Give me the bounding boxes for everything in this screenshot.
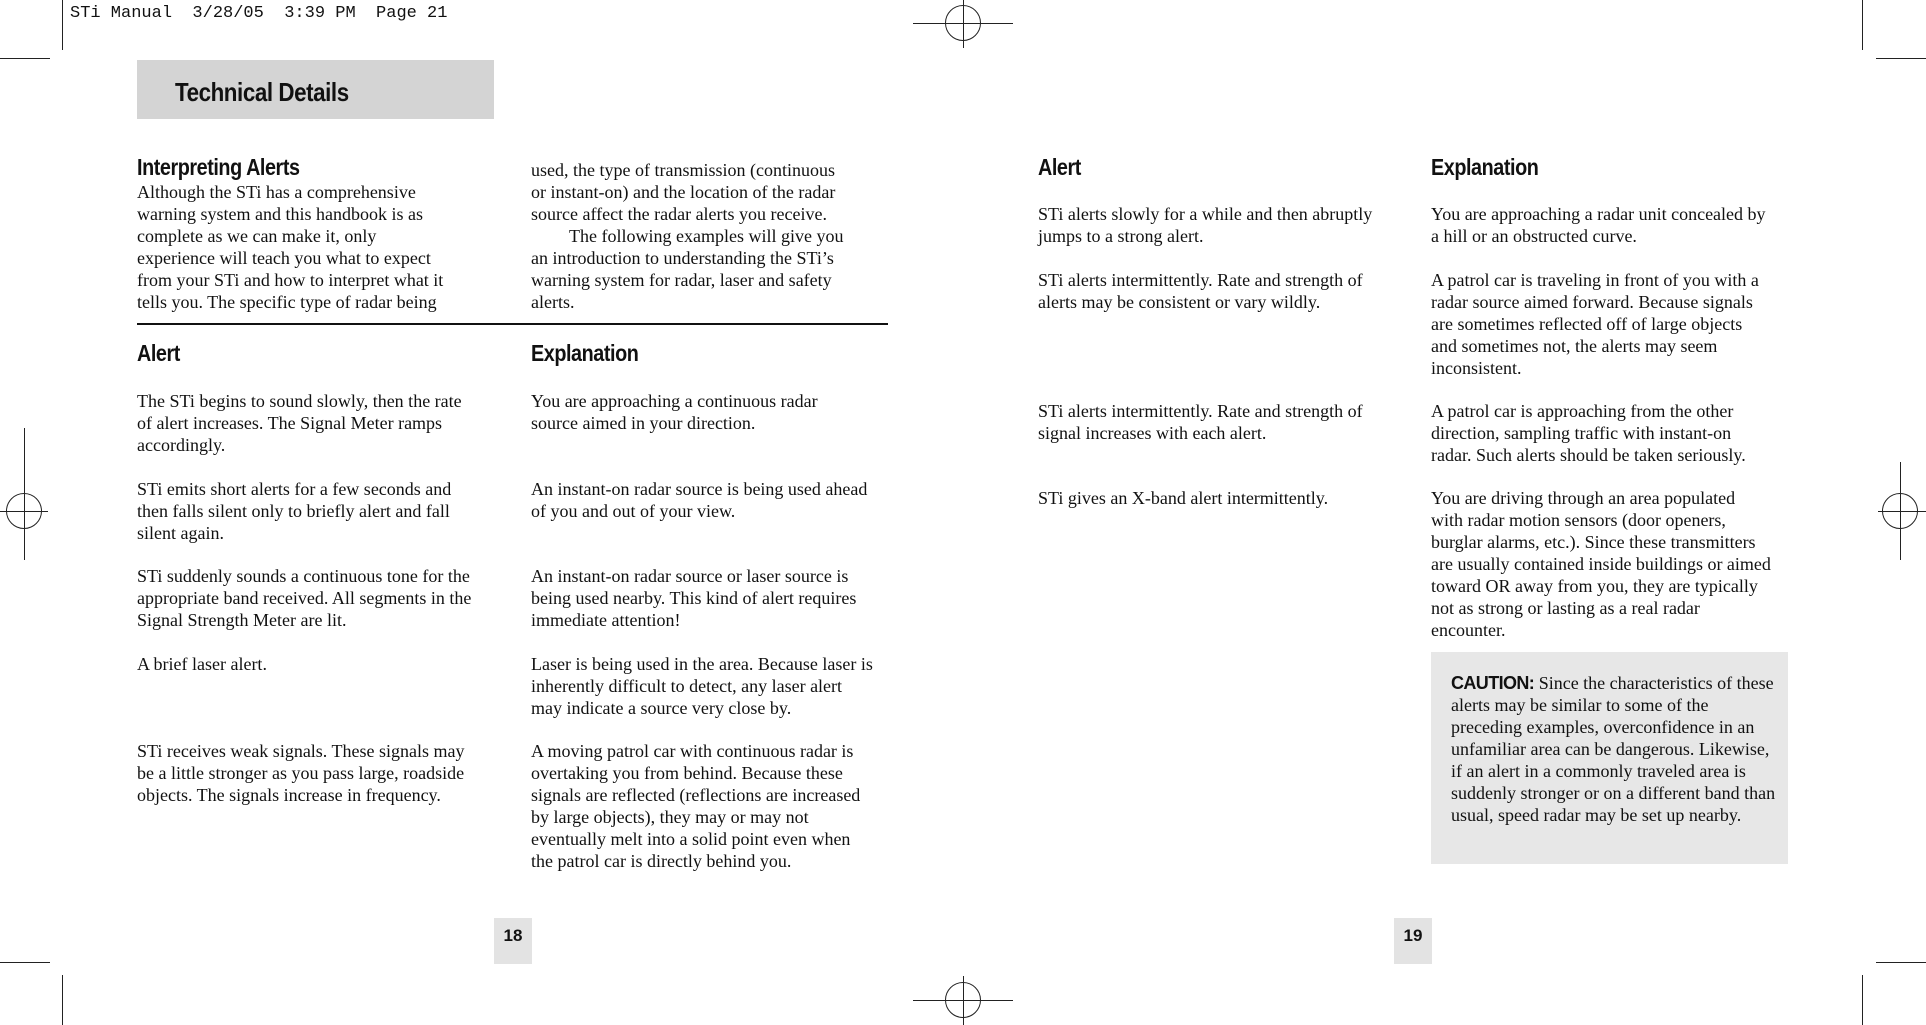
crop-mark-tl-v	[62, 0, 63, 50]
left-row-4-explanation: Laser is being used in the area. Because laser is inherently difficult to detect, any laser alert may indicate a source very close by.	[531, 654, 873, 718]
right-alert-header: Alert	[1038, 154, 1081, 180]
left-row-3-explanation: An instant-on radar source or laser source is being used nearby. This kind of alert requires immediate attention!	[531, 566, 857, 630]
caution-text-block	[1451, 672, 1776, 826]
right-row-4-alert: STi gives an X-band alert intermittently.	[1038, 488, 1329, 508]
page-number-18-box	[494, 918, 532, 964]
caution-box	[1431, 652, 1788, 864]
right-row-2-explanation: A patrol car is traveling in front of you with a radar source aimed forward. Because signals are sometimes reflected off of large objects and sometimes not, the alerts may seem inconsistent.	[1431, 270, 1759, 378]
crop-mark-bl-v	[62, 975, 63, 1025]
left-row-2-alert: STi emits short alerts for a few seconds and then falls silent only to briefly alert and fall silent again.	[137, 479, 452, 543]
page-number-19: 19	[1403, 926, 1423, 945]
right-row-1-explanation: You are approaching a radar unit concealed by a hill or an obstructed curve.	[1431, 204, 1766, 246]
caution-text: Since the characteristics of these alerts may be similar to some of the preceding examples, overconfidence in an unfamiliar area can be dangerous. Likewise, if an alert in a commonly traveled area is suddenly stronger or on a different band than usual, speed radar may be set up nearby.	[1451, 673, 1776, 825]
section-divider	[137, 323, 888, 325]
intro-column-2: used, the type of transmission (continuous or instant-on) and the location of the radar source affect the radar alerts you receive. The following examples will give you an introduction to understanding the STi’s warning system for radar, laser and safety alerts.	[531, 160, 844, 312]
right-row-3-alert: STi alerts intermittently. Rate and strength of signal increases with each alert.	[1038, 401, 1363, 443]
right-row-1-alert: STi alerts slowly for a while and then abruptly jumps to a strong alert.	[1038, 204, 1373, 246]
crop-mark-tr-h	[1876, 58, 1926, 59]
interpreting-alerts-heading: Interpreting Alerts	[137, 154, 300, 180]
crop-mark-tr-v	[1862, 0, 1863, 50]
section-tab	[137, 60, 494, 119]
left-row-5-explanation: A moving patrol car with continuous radar is overtaking you from behind. Because these signals are reflected (reflections are increased by large objects), they may or may not eventually melt into a solid point even when the patrol car is directly behind you.	[531, 741, 861, 871]
crop-mark-br-h	[1876, 962, 1926, 963]
left-row-5-alert: STi receives weak signals. These signals may be a little stronger as you pass large, roadside objects. The signals increase in frequency.	[137, 741, 465, 805]
left-row-2-explanation: An instant-on radar source is being used ahead of you and out of your view.	[531, 479, 868, 521]
crop-mark-br-v	[1862, 975, 1863, 1025]
left-explanation-header: Explanation	[531, 340, 639, 366]
intro-column-1: Although the STi has a comprehensive warning system and this handbook is as complete as we can make it, only experience will teach you what to expect from your STi and how to interpret what it tells you. The specific type of radar being	[137, 182, 444, 312]
right-row-2-alert: STi alerts intermittently. Rate and strength of alerts may be consistent or vary wildly.	[1038, 270, 1363, 312]
left-alert-header: Alert	[137, 340, 180, 366]
section-title: Technical Details	[175, 77, 349, 107]
caution-label: CAUTION:	[1451, 673, 1535, 693]
right-row-4-explanation: You are driving through an area populated with radar motion sensors (door openers, burglar alarms, etc.). Since these transmitters are usually contained inside buildings or aimed toward OR away from you, they are typically not as strong or lasting as a real radar encounter.	[1431, 488, 1771, 640]
left-row-3-alert: STi suddenly sounds a continuous tone for the appropriate band received. All segments in the Signal Strength Meter are lit.	[137, 566, 472, 630]
crop-mark-tl-h	[0, 58, 50, 59]
crop-mark-bl-h	[0, 962, 50, 963]
left-row-1-alert: The STi begins to sound slowly, then the rate of alert increases. The Signal Meter ramps accordingly.	[137, 391, 462, 455]
page-number-18: 18	[503, 926, 523, 945]
left-row-4-alert: A brief laser alert.	[137, 654, 267, 674]
page-number-19-box	[1394, 918, 1432, 964]
right-explanation-header: Explanation	[1431, 154, 1539, 180]
right-row-3-explanation: A patrol car is approaching from the other direction, sampling traffic with instant-on radar. Such alerts should be taken seriously.	[1431, 401, 1746, 465]
print-slug: STi Manual 3/28/05 3:39 PM Page 21	[70, 4, 448, 23]
left-row-1-explanation: You are approaching a continuous radar source aimed in your direction.	[531, 391, 818, 433]
